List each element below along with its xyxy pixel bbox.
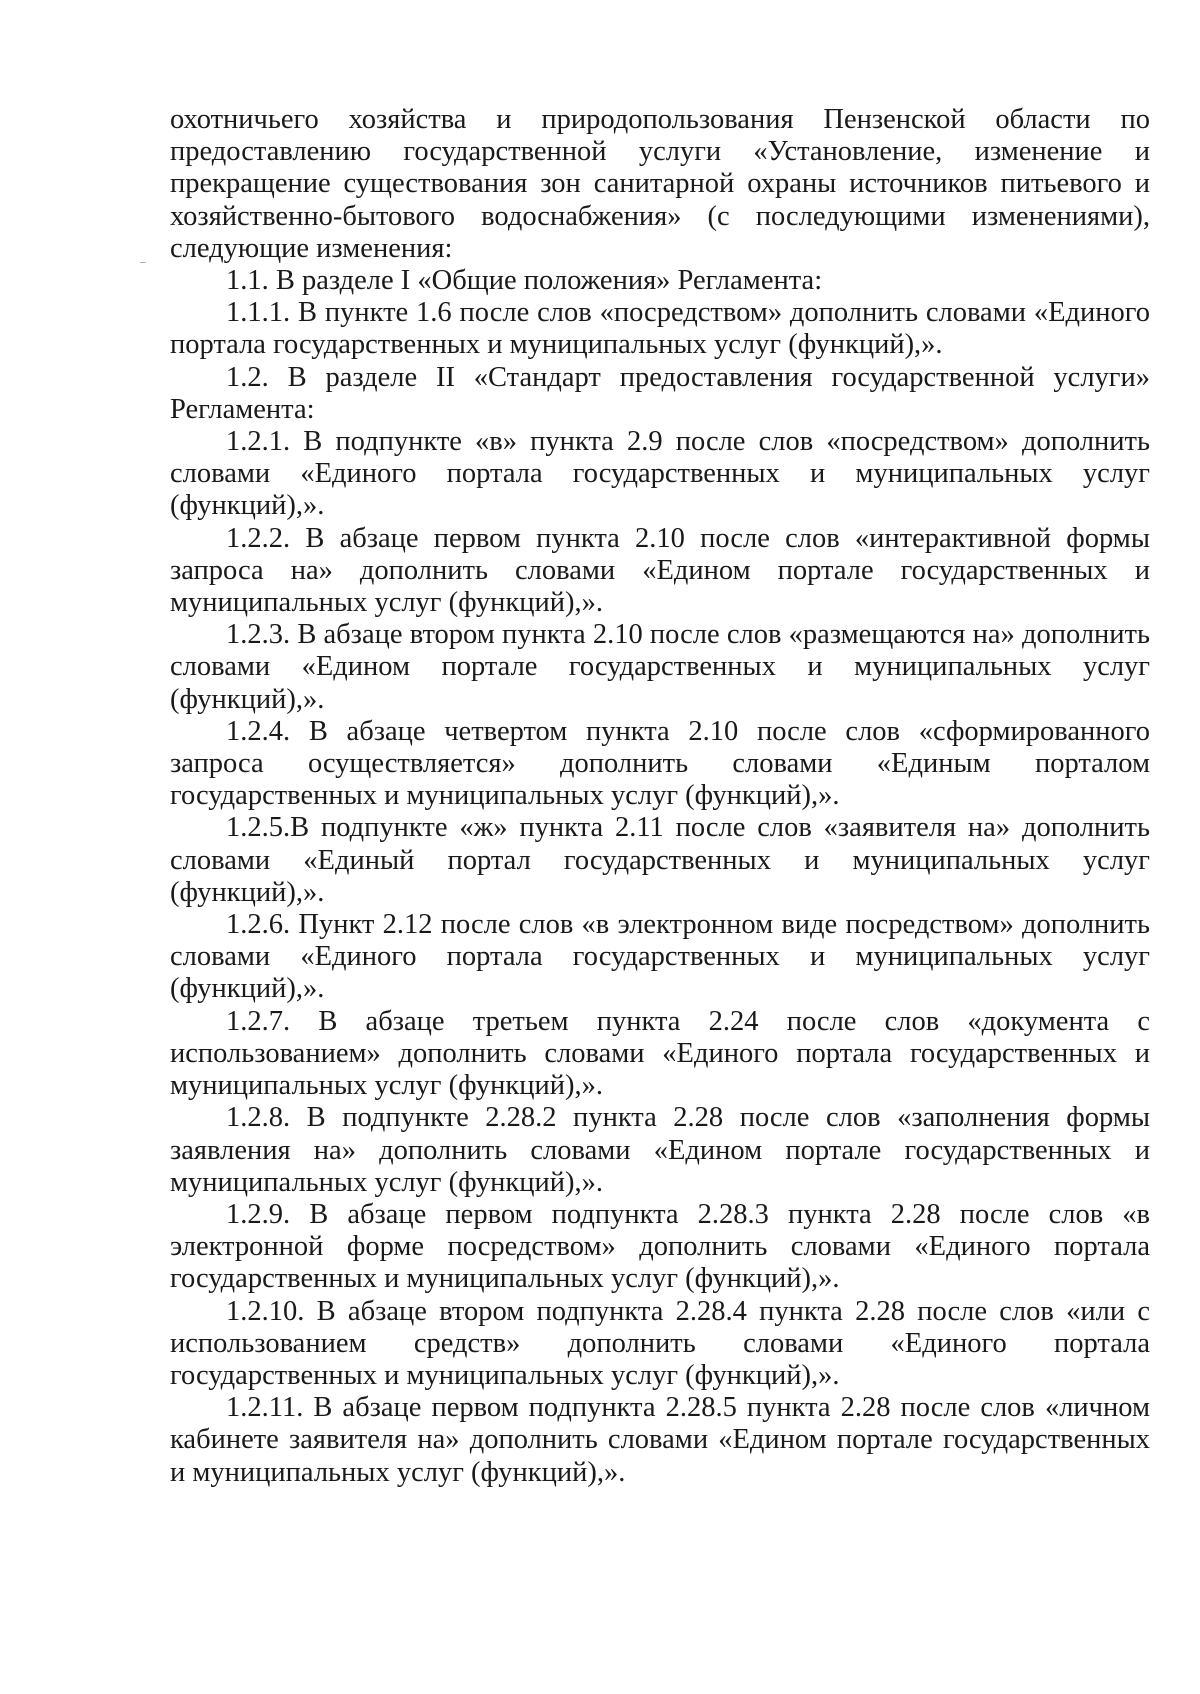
paragraph-1-2-8: 1.2.8. В подпункте 2.28.2 пункта 2.28 после слов «заполнения формы заявления на» дополнить словами «Едином портале государственных и муниципальных услуг (функций),». [170, 1102, 1150, 1198]
margin-mark [140, 262, 146, 263]
paragraph-1-2-6: 1.2.6. Пункт 2.12 после слов «в электронном виде посредством» дополнить словами «Единого портала государственных и муниципальных услуг (функций),». [170, 909, 1150, 1005]
paragraph-1-1: 1.1. В разделе I «Общие положения» Регламента: [226, 265, 823, 297]
paragraph-1-2-1: 1.2.1. В подпункте «в» пункта 2.9 после слов «посредством» дополнить словами «Единого портала государственных и муниципальных услуг (функций),». [170, 426, 1150, 522]
paragraph-1-2-2: 1.2.2. В абзаце первом пункта 2.10 после слов «интерактивной формы запроса на» дополнить словами «Едином портале государственных и муниципальных услуг (функций),». [170, 522, 1150, 619]
paragraph-continuation: охотничьего хозяйства и природопользования Пензенской области по предоставлению государственной услуги «Установление, изменение и прекращение существования зон санитарной охраны источников питьевого и хозяйственно-бытового водоснабжения» (с последующими изменениями), следующие изменения: [170, 104, 1150, 264]
document-page [170, 104, 1150, 1489]
paragraph-1-2-7: 1.2.7. В абзаце третьем пункта 2.24 после слов «документа с использованием» дополнить словами «Единого портала государственных и муниципальных услуг (функций),». [170, 1005, 1150, 1102]
paragraph-1-2-5: 1.2.5.В подпункте «ж» пункта 2.11 после слов «заявителя на» дополнить словами «Единый портал государственных и муниципальных услуг (функций),». [170, 812, 1150, 908]
paragraph-1-2-11: 1.2.11. В абзаце первом подпункта 2.28.5 пункта 2.28 после слов «личном кабинете заявителя на» дополнить словами «Едином портале государственных и муниципальных услуг (функций),». [170, 1392, 1150, 1488]
paragraph-1-2-10: 1.2.10. В абзаце втором подпункта 2.28.4 пункта 2.28 после слов «или с использованием средств» дополнить словами «Единого портала государственных и муниципальных услуг (функций),». [170, 1295, 1150, 1391]
paragraph-1-2-9: 1.2.9. В абзаце первом подпункта 2.28.3 пункта 2.28 после слов «в электронной форме посредством» дополнить словами «Единого портала государственных и муниципальных услуг (функций),». [170, 1198, 1150, 1295]
paragraph-1-1-1: 1.1.1. В пункте 1.6 после слов «посредством» дополнить словами «Единого портала государственных и муниципальных услуг (функций),». [170, 297, 1150, 361]
paragraph-1-2-3: 1.2.3. В абзаце втором пункта 2.10 после слов «размещаются на» дополнить словами «Едином портале государственных и муниципальных услуг (функций),». [170, 619, 1150, 715]
paragraph-1-2-4: 1.2.4. В абзаце четвертом пункта 2.10 после слов «сформированного запроса осуществляется» дополнить словами «Единым порталом государственных и муниципальных услуг (функций),». [170, 715, 1150, 812]
paragraph-1-2: 1.2. В разделе II «Стандарт предоставления государственной услуги» Регламента: [170, 361, 1150, 425]
